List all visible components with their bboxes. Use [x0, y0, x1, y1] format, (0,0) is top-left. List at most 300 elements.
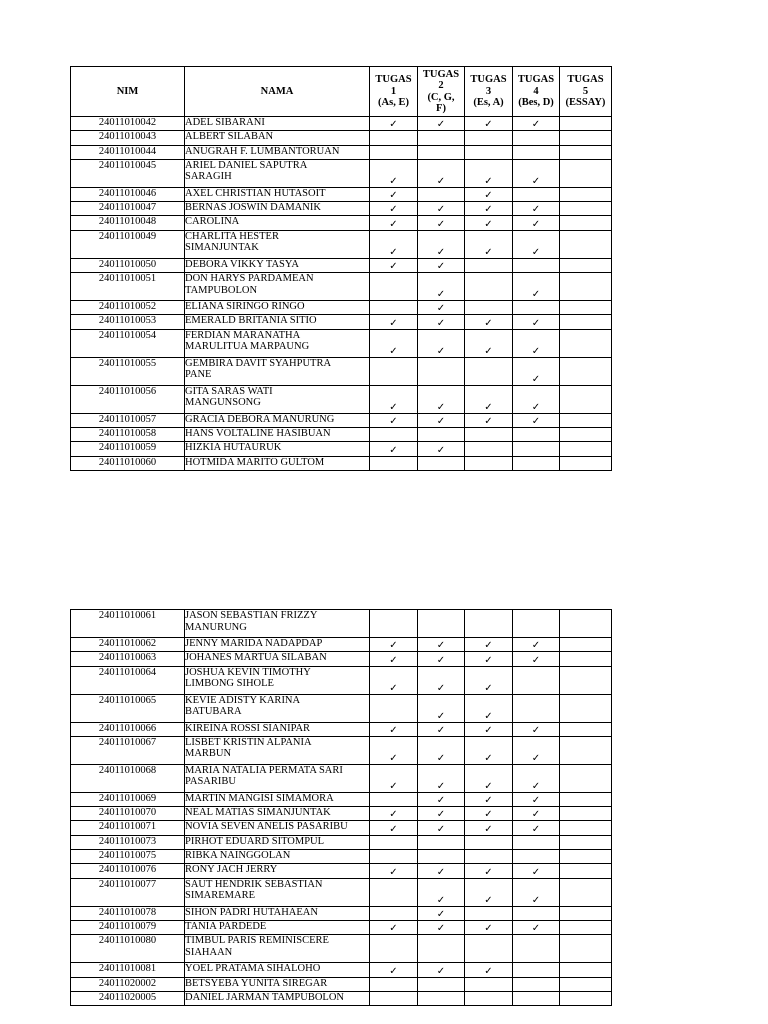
tugas-5-cell	[560, 792, 612, 806]
check-mark-icon: ✓	[484, 682, 493, 694]
student-name	[185, 230, 370, 258]
tugas-4-cell	[513, 835, 560, 849]
check-mark-icon: ✓	[484, 894, 493, 906]
student-name	[185, 427, 370, 441]
check-mark-icon: ✓	[484, 710, 493, 722]
check-mark-icon: ✓	[436, 795, 446, 807]
check-mark-icon: ✓	[436, 654, 446, 666]
tugas-5-cell	[560, 427, 612, 441]
tugas-1-cell	[370, 920, 418, 934]
tugas-1-cell	[370, 807, 418, 821]
student-name-line: ARIEL DANIEL SAPUTRA	[185, 159, 308, 171]
table-row	[71, 117, 612, 131]
student-name-line: KIREINA ROSSI SIANIPAR	[185, 722, 311, 734]
student-name	[185, 202, 370, 216]
header-tugas-2-line: 2	[438, 80, 444, 91]
tugas-3-cell	[465, 835, 513, 849]
tugas-4-cell	[513, 736, 560, 764]
table-row	[71, 145, 612, 159]
tugas-3-cell	[465, 131, 513, 145]
tugas-4-cell	[513, 427, 560, 441]
student-name-line: DEBORA VIKKY TASYA	[185, 258, 299, 270]
table-row	[71, 315, 612, 329]
tugas-5-cell	[560, 117, 612, 131]
check-mark-icon: ✓	[436, 640, 446, 652]
tugas-4-cell	[513, 764, 560, 792]
tugas-5-cell	[560, 385, 612, 413]
header-tugas-5-line: 5	[582, 85, 589, 97]
tugas-5-cell	[560, 694, 612, 722]
tugas-2-cell	[418, 230, 465, 258]
check-mark-icon: ✓	[389, 401, 398, 413]
header-tugas-1-line: (As, E)	[378, 97, 409, 109]
check-mark-icon: ✓	[484, 317, 493, 329]
tugas-5-cell	[560, 920, 612, 934]
header-tugas-1	[370, 67, 418, 117]
tugas-2-cell	[418, 666, 465, 694]
tugas-3-cell	[465, 329, 513, 357]
table-row	[71, 694, 612, 722]
student-nim: 24011010047	[71, 202, 185, 216]
table-row	[71, 864, 612, 878]
tugas-5-cell	[560, 258, 612, 272]
student-nim: 24011010076	[71, 864, 185, 878]
tugas-4-cell	[513, 864, 560, 878]
tugas-4-cell	[513, 301, 560, 315]
student-name	[185, 666, 370, 694]
check-mark-icon: ✓	[531, 373, 541, 385]
tugas-1-cell	[370, 991, 418, 1005]
tugas-3-cell	[465, 315, 513, 329]
check-mark-icon: ✓	[389, 640, 398, 652]
student-name	[185, 906, 370, 920]
tugas-1-cell	[370, 131, 418, 145]
tugas-2-cell	[418, 652, 465, 666]
tugas-2-cell	[418, 864, 465, 878]
check-mark-icon: ✓	[436, 415, 446, 427]
student-name-line: JENNY MARIDA NADAPDAP	[185, 638, 323, 649]
check-mark-icon: ✓	[484, 415, 493, 427]
student-name	[185, 131, 370, 145]
tugas-2-cell	[418, 202, 465, 216]
check-mark-icon: ✓	[531, 401, 541, 413]
student-name	[185, 216, 370, 230]
tugas-3-cell	[465, 666, 513, 694]
check-mark-icon: ✓	[531, 345, 541, 357]
tugas-1-cell	[370, 821, 418, 835]
tugas-3-cell	[465, 906, 513, 920]
student-name	[185, 456, 370, 470]
tugas-2-cell	[418, 722, 465, 736]
tugas-4-cell	[513, 878, 560, 906]
tugas-3-cell	[465, 456, 513, 470]
student-name-line: AXEL CHRISTIAN HUTASOIT	[185, 187, 326, 199]
tugas-3-cell	[465, 638, 513, 652]
tugas-1-cell	[370, 301, 418, 315]
check-mark-icon: ✓	[531, 317, 541, 329]
header-nim: NIM	[71, 67, 185, 117]
check-mark-icon: ✓	[436, 710, 446, 722]
student-name-line: PASARIBU	[185, 776, 236, 788]
header-nama: NAMA	[185, 67, 370, 117]
check-mark-icon: ✓	[436, 261, 446, 273]
student-name	[185, 301, 370, 315]
table-row	[71, 329, 612, 357]
student-name	[185, 638, 370, 652]
check-mark-icon: ✓	[531, 866, 541, 878]
student-name	[185, 792, 370, 806]
check-mark-icon: ✓	[484, 965, 493, 977]
student-name-line: ANUGRAH F. LUMBANTORUAN	[185, 145, 340, 157]
tugas-1-cell	[370, 273, 418, 301]
tugas-4-cell	[513, 920, 560, 934]
student-name	[185, 835, 370, 849]
tugas-3-cell	[465, 722, 513, 736]
tugas-1-cell	[370, 835, 418, 849]
check-mark-icon: ✓	[389, 752, 398, 764]
check-mark-icon: ✓	[436, 204, 446, 216]
student-nim: 24011010061	[71, 610, 185, 638]
header-tugas-3-line: 3	[485, 85, 492, 97]
table-row	[71, 821, 612, 835]
check-mark-icon: ✓	[436, 908, 446, 920]
table-row	[71, 131, 612, 145]
student-name-line: JASON SEBASTIAN FRIZZY	[185, 610, 318, 621]
student-name	[185, 694, 370, 722]
student-name-line: MARULITUA MARPAUNG	[185, 341, 310, 353]
student-name-line: SIMAREMARE	[185, 890, 256, 902]
student-nim: 24011010080	[71, 935, 185, 963]
student-name-line: CHARLITA HESTER	[185, 230, 279, 242]
tugas-2-cell	[418, 694, 465, 722]
check-mark-icon: ✓	[531, 809, 541, 821]
tugas-5-cell	[560, 935, 612, 963]
tugas-3-cell	[465, 258, 513, 272]
tugas-4-cell	[513, 187, 560, 201]
student-name-line: RONY JACH JERRY	[185, 864, 278, 876]
tugas-4-cell	[513, 385, 560, 413]
student-name	[185, 764, 370, 792]
check-mark-icon: ✓	[389, 175, 398, 187]
student-nim: 24011010069	[71, 792, 185, 806]
tugas-5-cell	[560, 850, 612, 864]
table-row	[71, 991, 612, 1005]
table-row	[71, 301, 612, 315]
tugas-5-cell	[560, 315, 612, 329]
student-nim: 24011020002	[71, 977, 185, 991]
tugas-2-cell	[418, 935, 465, 963]
tugas-4-cell	[513, 456, 560, 470]
student-name-line: PANE	[185, 369, 212, 381]
tugas-4-cell	[513, 357, 560, 385]
student-name-line: SIAHAAN	[185, 946, 233, 958]
student-name-line: HIZKIA HUTAURUK	[185, 442, 282, 454]
check-mark-icon: ✓	[531, 780, 541, 792]
tugas-3-cell	[465, 920, 513, 934]
student-name	[185, 117, 370, 131]
student-name-line: LIMBONG SIHOLE	[185, 678, 274, 690]
tugas-1-cell	[370, 694, 418, 722]
table-row	[71, 202, 612, 216]
student-nim: 24011010070	[71, 807, 185, 821]
student-name	[185, 258, 370, 272]
student-name	[185, 736, 370, 764]
tugas-2-cell	[418, 878, 465, 906]
tugas-2-cell	[418, 920, 465, 934]
tugas-3-cell	[465, 935, 513, 963]
table-row	[71, 456, 612, 470]
student-name-line: BERNAS JOSWIN DAMANIK	[185, 202, 321, 214]
tugas-4-cell	[513, 413, 560, 427]
student-nim: 24011010044	[71, 145, 185, 159]
student-name	[185, 357, 370, 385]
table-row	[71, 906, 612, 920]
tugas-1-cell	[370, 187, 418, 201]
tugas-4-cell	[513, 202, 560, 216]
tugas-3-cell	[465, 117, 513, 131]
check-mark-icon: ✓	[436, 682, 446, 694]
tugas-2-cell	[418, 357, 465, 385]
student-name	[185, 850, 370, 864]
student-name-line: GITA SARAS WATI	[185, 385, 273, 397]
tugas-1-cell	[370, 329, 418, 357]
student-nim: 24011010056	[71, 385, 185, 413]
tugas-2-cell	[418, 736, 465, 764]
check-mark-icon: ✓	[531, 894, 541, 906]
tugas-1-cell	[370, 963, 418, 977]
student-name	[185, 977, 370, 991]
student-nim: 24011010079	[71, 920, 185, 934]
header-tugas-3	[465, 67, 513, 117]
student-name-line: SIMANJUNTAK	[185, 242, 259, 254]
tugas-5-cell	[560, 835, 612, 849]
student-nim: 24011010060	[71, 456, 185, 470]
check-mark-icon: ✓	[484, 780, 493, 792]
table-row	[71, 357, 612, 385]
table-row	[71, 963, 612, 977]
student-name-line: TANIA PARDEDE	[185, 920, 267, 932]
student-name-line: SIHON PADRI HUTAHAEAN	[185, 906, 318, 918]
student-nim: 24011010049	[71, 230, 185, 258]
tugas-4-cell	[513, 610, 560, 638]
student-name-line: MANGUNSONG	[185, 397, 261, 409]
tugas-5-cell	[560, 652, 612, 666]
student-name-line: PIRHOT EDUARD SITOMPUL	[185, 835, 325, 847]
tugas-3-cell	[465, 357, 513, 385]
header-tugas-4-line: TUGAS	[517, 74, 555, 86]
tugas-4-cell	[513, 230, 560, 258]
tugas-4-cell	[513, 850, 560, 864]
tugas-5-cell	[560, 638, 612, 652]
tugas-1-cell	[370, 878, 418, 906]
student-name-line: NOVIA SEVEN ANELIS PASARIBU	[185, 821, 348, 833]
student-name-line: MARBUN	[185, 748, 232, 760]
student-name-line: YOEL PRATAMA SIHALOHO	[185, 963, 321, 975]
header-tugas-2	[418, 67, 465, 117]
tugas-5-cell	[560, 442, 612, 456]
check-mark-icon: ✓	[389, 923, 398, 935]
tugas-3-cell	[465, 736, 513, 764]
table-row	[71, 638, 612, 652]
tugas-4-cell	[513, 963, 560, 977]
tugas-4-cell	[513, 117, 560, 131]
tugas-4-cell	[513, 652, 560, 666]
tugas-3-cell	[465, 273, 513, 301]
tugas-5-cell	[560, 807, 612, 821]
tugas-1-cell	[370, 258, 418, 272]
student-nim: 24011010062	[71, 638, 185, 652]
tugas-3-cell	[465, 442, 513, 456]
student-nim: 24011010055	[71, 357, 185, 385]
check-mark-icon: ✓	[531, 175, 541, 187]
student-nim: 24011010068	[71, 764, 185, 792]
tugas-2-cell	[418, 456, 465, 470]
tugas-1-cell	[370, 315, 418, 329]
header-tugas-1-line: 1	[390, 85, 397, 97]
check-mark-icon: ✓	[436, 823, 446, 835]
tugas-2-cell	[418, 906, 465, 920]
student-name-line: JOHANES MARTUA SILABAN	[185, 652, 327, 664]
tugas-5-cell	[560, 230, 612, 258]
student-name-line: JOSHUA KEVIN TIMOTHY	[185, 666, 311, 678]
student-name-line: GEMBIRA DAVIT SYAHPUTRA	[185, 357, 332, 369]
check-mark-icon: ✓	[436, 218, 446, 230]
student-name-line: GRACIA DEBORA MANURUNG	[185, 413, 335, 425]
tugas-1-cell	[370, 456, 418, 470]
tugas-4-cell	[513, 159, 560, 187]
student-nim: 24011010078	[71, 906, 185, 920]
student-name	[185, 329, 370, 357]
tugas-3-cell	[465, 694, 513, 722]
student-nim: 24011010057	[71, 413, 185, 427]
tugas-1-cell	[370, 117, 418, 131]
tugas-2-cell	[418, 792, 465, 806]
tugas-1-cell	[370, 413, 418, 427]
student-name	[185, 145, 370, 159]
tugas-4-cell	[513, 131, 560, 145]
check-mark-icon: ✓	[531, 640, 541, 652]
tugas-3-cell	[465, 159, 513, 187]
student-name-line: FERDIAN MARANATHA	[185, 329, 301, 341]
check-mark-icon: ✓	[436, 724, 446, 736]
tugas-3-cell	[465, 202, 513, 216]
student-nim: 24011010066	[71, 722, 185, 736]
check-mark-icon: ✓	[484, 654, 493, 666]
student-name	[185, 610, 370, 638]
tugas-2-cell	[418, 427, 465, 441]
header-tugas-3-line: TUGAS	[470, 74, 507, 86]
check-mark-icon: ✓	[436, 345, 446, 357]
tugas-1-cell	[370, 935, 418, 963]
check-mark-icon: ✓	[436, 246, 446, 258]
tugas-1-cell	[370, 638, 418, 652]
tugas-4-cell	[513, 807, 560, 821]
tugas-1-cell	[370, 850, 418, 864]
assignment-table-2	[70, 609, 612, 1006]
table-row	[71, 935, 612, 963]
header-tugas-4-line: 4	[533, 85, 539, 97]
tugas-5-cell	[560, 991, 612, 1005]
check-mark-icon: ✓	[389, 809, 398, 821]
tugas-2-cell	[418, 821, 465, 835]
check-mark-icon: ✓	[389, 724, 398, 736]
student-name-line: CAROLINA	[185, 216, 240, 228]
tugas-3-cell	[465, 821, 513, 835]
student-name	[185, 315, 370, 329]
check-mark-icon: ✓	[484, 175, 493, 187]
tugas-4-cell	[513, 145, 560, 159]
check-mark-icon: ✓	[389, 444, 398, 456]
tugas-5-cell	[560, 864, 612, 878]
student-nim: 24011010045	[71, 159, 185, 187]
check-mark-icon: ✓	[531, 246, 541, 258]
tugas-3-cell	[465, 652, 513, 666]
student-name-line: KEVIE ADISTY KARINA	[185, 694, 301, 706]
table-row	[71, 385, 612, 413]
check-mark-icon: ✓	[389, 823, 398, 835]
header-tugas-1-line: TUGAS	[375, 74, 412, 86]
student-name-line: HOTMIDA MARITO GULTOM	[185, 456, 325, 468]
tugas-2-cell	[418, 131, 465, 145]
check-mark-icon: ✓	[389, 119, 398, 131]
tugas-2-cell	[418, 216, 465, 230]
check-mark-icon: ✓	[531, 752, 541, 764]
check-mark-icon: ✓	[484, 923, 493, 935]
check-mark-icon: ✓	[436, 317, 446, 329]
tugas-4-cell	[513, 666, 560, 694]
student-nim: 24011010081	[71, 963, 185, 977]
table-row	[71, 736, 612, 764]
tugas-3-cell	[465, 792, 513, 806]
tugas-4-cell	[513, 694, 560, 722]
student-name	[185, 807, 370, 821]
check-mark-icon: ✓	[389, 261, 398, 273]
tugas-5-cell	[560, 906, 612, 920]
tugas-5-cell	[560, 878, 612, 906]
check-mark-icon: ✓	[436, 289, 446, 301]
student-name	[185, 991, 370, 1005]
tugas-2-cell	[418, 610, 465, 638]
check-mark-icon: ✓	[389, 190, 398, 202]
student-nim: 24011010058	[71, 427, 185, 441]
student-name-line: MARIA NATALIA PERMATA SARI	[185, 764, 343, 776]
student-name	[185, 187, 370, 201]
student-name	[185, 442, 370, 456]
student-nim: 24011010046	[71, 187, 185, 201]
student-name-line: ALBERT SILABAN	[185, 131, 274, 143]
student-name	[185, 722, 370, 736]
tugas-2-cell	[418, 159, 465, 187]
table-row	[71, 159, 612, 187]
tugas-1-cell	[370, 442, 418, 456]
student-nim: 24011010043	[71, 131, 185, 145]
tugas-5-cell	[560, 187, 612, 201]
table-row	[71, 722, 612, 736]
student-nim: 24011010064	[71, 666, 185, 694]
assignment-table-1	[70, 66, 612, 471]
tugas-5-cell	[560, 159, 612, 187]
student-nim: 24011020005	[71, 991, 185, 1005]
tugas-1-cell	[370, 385, 418, 413]
tugas-2-cell	[418, 764, 465, 792]
header-tugas-5	[560, 67, 612, 117]
tugas-4-cell	[513, 977, 560, 991]
tugas-5-cell	[560, 301, 612, 315]
student-name-line: MARTIN MANGISI SIMAMORA	[185, 792, 334, 804]
student-name-line: DON HARYS PARDAMEAN	[185, 273, 314, 285]
student-name	[185, 159, 370, 187]
tugas-5-cell	[560, 216, 612, 230]
